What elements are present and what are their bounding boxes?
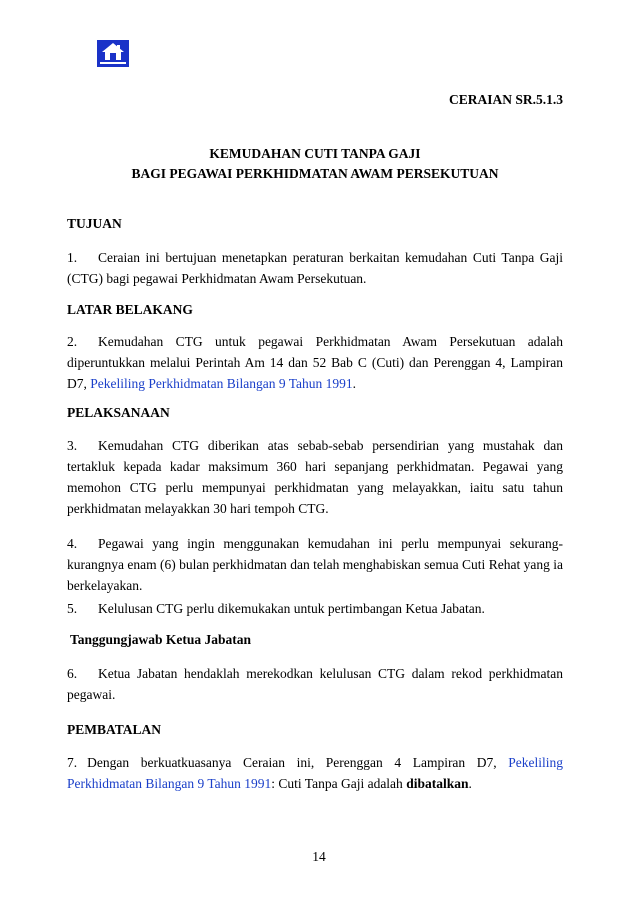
emphasis-dibatalkan: dibatalkan — [406, 776, 469, 791]
pekeliling-link[interactable]: Pekeliling Perkhidmatan Bilangan 9 Tahun 1991 — [90, 376, 353, 391]
document-subtitle: BAGI PEGAWAI PERKHIDMATAN AWAM PERSEKUTUAN — [131, 166, 499, 181]
paragraph-text: Pegawai yang ingin menggunakan kemudahan ini perlu mempunyai sekurang-kurangnya enam (6) bulan perkhidmatan dan telah menghabiskan semua Cuti Rehat yang ia berkelayakan. — [67, 536, 563, 593]
paragraph-1 — [67, 247, 563, 289]
paragraph-3 — [67, 435, 563, 519]
heading-latar-belakang: LATAR BELAKANG — [67, 302, 193, 317]
paragraph-text: Kemudahan CTG untuk pegawai Perkhidmatan Awam Persekutuan adalah diperuntukkan melalui Perintah Am 14 dan 52 Bab C (Cuti) dan Perenggan 4, Lampiran D7, — [67, 334, 563, 391]
paragraph-text-continued: : Cuti Tanpa Gaji adalah — [271, 776, 407, 791]
heading-pelaksanaan: PELAKSANAAN — [67, 405, 170, 420]
paragraph-end: . — [468, 776, 472, 791]
paragraph-number: 1. — [67, 250, 78, 265]
paragraph-7 — [67, 752, 563, 794]
paragraph-text: Ceraian ini bertujuan menetapkan peraturan berkaitan kemudahan Cuti Tanpa Gaji (CTG) bagi pegawai Perkhidmatan Awam Persekutuan. — [67, 250, 563, 286]
home-logo-icon — [96, 38, 130, 68]
paragraph-number: 4. — [67, 536, 78, 551]
heading-tujuan: TUJUAN — [67, 216, 122, 231]
heading-pembatalan: PEMBATALAN — [67, 722, 161, 737]
document-title: KEMUDAHAN CUTI TANPA GAJI — [209, 146, 421, 161]
paragraph-4 — [67, 533, 563, 596]
page-number: 14 — [312, 849, 326, 864]
paragraph-text: Dengan berkuatkuasanya Ceraian ini, Perenggan 4 Lampiran D7, — [87, 755, 509, 770]
paragraph-5 — [67, 598, 563, 619]
paragraph-number: 3. — [67, 438, 78, 453]
paragraph-end: . — [352, 376, 357, 391]
reference-code: CERAIAN SR.5.1.3 — [448, 92, 563, 107]
paragraph-6 — [67, 663, 563, 705]
paragraph-number: 7. — [67, 755, 78, 770]
paragraph-text: Kelulusan CTG perlu dikemukakan untuk pertimbangan Ketua Jabatan. — [98, 601, 485, 616]
paragraph-number: 2. — [67, 334, 78, 349]
paragraph-number: 6. — [67, 666, 78, 681]
pekeliling-link[interactable]: Pekeliling Perkhidmatan Bilangan 9 Tahun 1991 — [67, 755, 563, 791]
heading-tanggungjawab: Tanggungjawab Ketua Jabatan — [70, 632, 252, 647]
paragraph-text: Kemudahan CTG diberikan atas sebab-sebab persendirian yang mustahak dan tertakluk kepada kadar maksimum 360 hari sepanjang perkhidmatan. Pegawai yang memohon CTG perlu mempunyai perkhidmatan yang melayakkan, iaitu satu tahun perkhidmatan melayakkan 30 hari tempoh CTG. — [67, 438, 563, 516]
paragraph-2 — [67, 331, 563, 394]
paragraph-text: Ketua Jabatan hendaklah merekodkan kelulusan CTG dalam rekod perkhidmatan pegawai. — [67, 666, 563, 702]
paragraph-number: 5. — [67, 601, 78, 616]
